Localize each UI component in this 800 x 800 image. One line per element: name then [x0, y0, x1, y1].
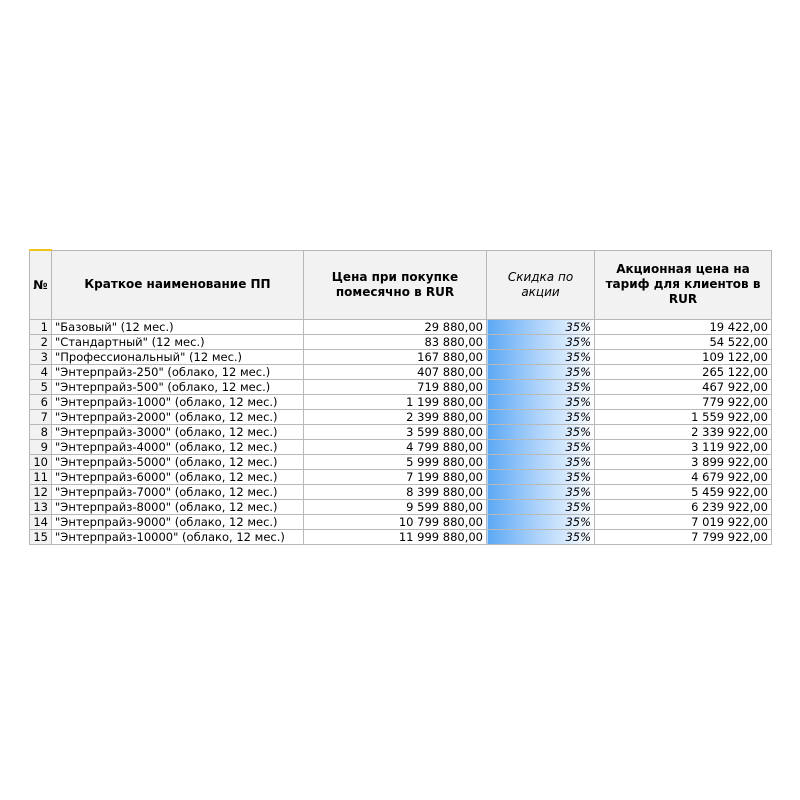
product-name-cell[interactable]: "Энтерпрайз-500" (облако, 12 мес.)	[52, 380, 304, 395]
row-number-cell[interactable]: 3	[30, 350, 52, 365]
monthly-price-cell[interactable]: 7 199 880,00	[304, 470, 487, 485]
table-row	[30, 500, 772, 515]
product-name-cell[interactable]: "Энтерпрайз-9000" (облако, 12 мес.)	[52, 515, 304, 530]
table-row	[30, 365, 772, 380]
table-row	[30, 380, 772, 395]
table-row	[30, 455, 772, 470]
row-number-cell[interactable]: 1	[30, 320, 52, 335]
discount-cell[interactable]: 35%	[487, 425, 595, 440]
header-discount[interactable]: Скидка по акции	[487, 250, 595, 320]
promo-price-cell[interactable]: 54 522,00	[595, 335, 772, 350]
table-row	[30, 350, 772, 365]
monthly-price-cell[interactable]: 8 399 880,00	[304, 485, 487, 500]
price-table	[29, 249, 772, 545]
promo-price-cell[interactable]: 265 122,00	[595, 365, 772, 380]
promo-price-cell[interactable]: 467 922,00	[595, 380, 772, 395]
price-table-sheet	[29, 249, 771, 545]
product-name-cell[interactable]: "Энтерпрайз-8000" (облако, 12 мес.)	[52, 500, 304, 515]
promo-price-cell[interactable]: 109 122,00	[595, 350, 772, 365]
row-number-cell[interactable]: 5	[30, 380, 52, 395]
table-row	[30, 485, 772, 500]
monthly-price-cell[interactable]: 29 880,00	[304, 320, 487, 335]
discount-cell[interactable]: 35%	[487, 440, 595, 455]
header-number[interactable]: №	[30, 250, 52, 320]
product-name-cell[interactable]: "Стандартный" (12 мес.)	[52, 335, 304, 350]
discount-cell[interactable]: 35%	[487, 470, 595, 485]
product-name-cell[interactable]: "Энтерпрайз-250" (облако, 12 мес.)	[52, 365, 304, 380]
product-name-cell[interactable]: "Профессиональный" (12 мес.)	[52, 350, 304, 365]
row-number-cell[interactable]: 9	[30, 440, 52, 455]
promo-price-cell[interactable]: 7 019 922,00	[595, 515, 772, 530]
table-row	[30, 320, 772, 335]
row-number-cell[interactable]: 7	[30, 410, 52, 425]
row-number-cell[interactable]: 15	[30, 530, 52, 545]
promo-price-cell[interactable]: 5 459 922,00	[595, 485, 772, 500]
table-row	[30, 410, 772, 425]
promo-price-cell[interactable]: 779 922,00	[595, 395, 772, 410]
monthly-price-cell[interactable]: 1 199 880,00	[304, 395, 487, 410]
discount-cell[interactable]: 35%	[487, 350, 595, 365]
row-number-cell[interactable]: 8	[30, 425, 52, 440]
table-row	[30, 530, 772, 545]
product-name-cell[interactable]: "Энтерпрайз-4000" (облако, 12 мес.)	[52, 440, 304, 455]
row-number-cell[interactable]: 6	[30, 395, 52, 410]
monthly-price-cell[interactable]: 9 599 880,00	[304, 500, 487, 515]
monthly-price-cell[interactable]: 407 880,00	[304, 365, 487, 380]
promo-price-cell[interactable]: 6 239 922,00	[595, 500, 772, 515]
discount-cell[interactable]: 35%	[487, 320, 595, 335]
promo-price-cell[interactable]: 2 339 922,00	[595, 425, 772, 440]
table-body	[30, 320, 772, 545]
monthly-price-cell[interactable]: 4 799 880,00	[304, 440, 487, 455]
product-name-cell[interactable]: "Энтерпрайз-5000" (облако, 12 мес.)	[52, 455, 304, 470]
product-name-cell[interactable]: "Базовый" (12 мес.)	[52, 320, 304, 335]
table-row	[30, 335, 772, 350]
header-product-name[interactable]: Краткое наименование ПП	[52, 250, 304, 320]
promo-price-cell[interactable]: 1 559 922,00	[595, 410, 772, 425]
discount-cell[interactable]: 35%	[487, 410, 595, 425]
monthly-price-cell[interactable]: 11 999 880,00	[304, 530, 487, 545]
monthly-price-cell[interactable]: 2 399 880,00	[304, 410, 487, 425]
header-monthly-price[interactable]: Цена при покупке помесячно в RUR	[304, 250, 487, 320]
table-row	[30, 440, 772, 455]
table-row	[30, 515, 772, 530]
promo-price-cell[interactable]: 3 899 922,00	[595, 455, 772, 470]
discount-cell[interactable]: 35%	[487, 500, 595, 515]
monthly-price-cell[interactable]: 3 599 880,00	[304, 425, 487, 440]
discount-cell[interactable]: 35%	[487, 455, 595, 470]
product-name-cell[interactable]: "Энтерпрайз-7000" (облако, 12 мес.)	[52, 485, 304, 500]
product-name-cell[interactable]: "Энтерпрайз-10000" (облако, 12 мес.)	[52, 530, 304, 545]
table-row	[30, 470, 772, 485]
table-row	[30, 395, 772, 410]
discount-cell[interactable]: 35%	[487, 365, 595, 380]
row-number-cell[interactable]: 10	[30, 455, 52, 470]
header-promo-price[interactable]: Акционная цена на тариф для клиентов в RUR	[595, 250, 772, 320]
table-row	[30, 425, 772, 440]
product-name-cell[interactable]: "Энтерпрайз-1000" (облако, 12 мес.)	[52, 395, 304, 410]
discount-cell[interactable]: 35%	[487, 380, 595, 395]
discount-cell[interactable]: 35%	[487, 395, 595, 410]
promo-price-cell[interactable]: 3 119 922,00	[595, 440, 772, 455]
monthly-price-cell[interactable]: 83 880,00	[304, 335, 487, 350]
monthly-price-cell[interactable]: 167 880,00	[304, 350, 487, 365]
discount-cell[interactable]: 35%	[487, 515, 595, 530]
promo-price-cell[interactable]: 19 422,00	[595, 320, 772, 335]
monthly-price-cell[interactable]: 5 999 880,00	[304, 455, 487, 470]
monthly-price-cell[interactable]: 719 880,00	[304, 380, 487, 395]
discount-cell[interactable]: 35%	[487, 530, 595, 545]
product-name-cell[interactable]: "Энтерпрайз-6000" (облако, 12 мес.)	[52, 470, 304, 485]
promo-price-cell[interactable]: 7 799 922,00	[595, 530, 772, 545]
product-name-cell[interactable]: "Энтерпрайз-2000" (облако, 12 мес.)	[52, 410, 304, 425]
row-number-cell[interactable]: 4	[30, 365, 52, 380]
product-name-cell[interactable]: "Энтерпрайз-3000" (облако, 12 мес.)	[52, 425, 304, 440]
row-number-cell[interactable]: 11	[30, 470, 52, 485]
row-number-cell[interactable]: 12	[30, 485, 52, 500]
table-header-row	[30, 250, 772, 320]
row-number-cell[interactable]: 13	[30, 500, 52, 515]
monthly-price-cell[interactable]: 10 799 880,00	[304, 515, 487, 530]
row-number-cell[interactable]: 2	[30, 335, 52, 350]
row-number-cell[interactable]: 14	[30, 515, 52, 530]
discount-cell[interactable]: 35%	[487, 335, 595, 350]
discount-cell[interactable]: 35%	[487, 485, 595, 500]
promo-price-cell[interactable]: 4 679 922,00	[595, 470, 772, 485]
